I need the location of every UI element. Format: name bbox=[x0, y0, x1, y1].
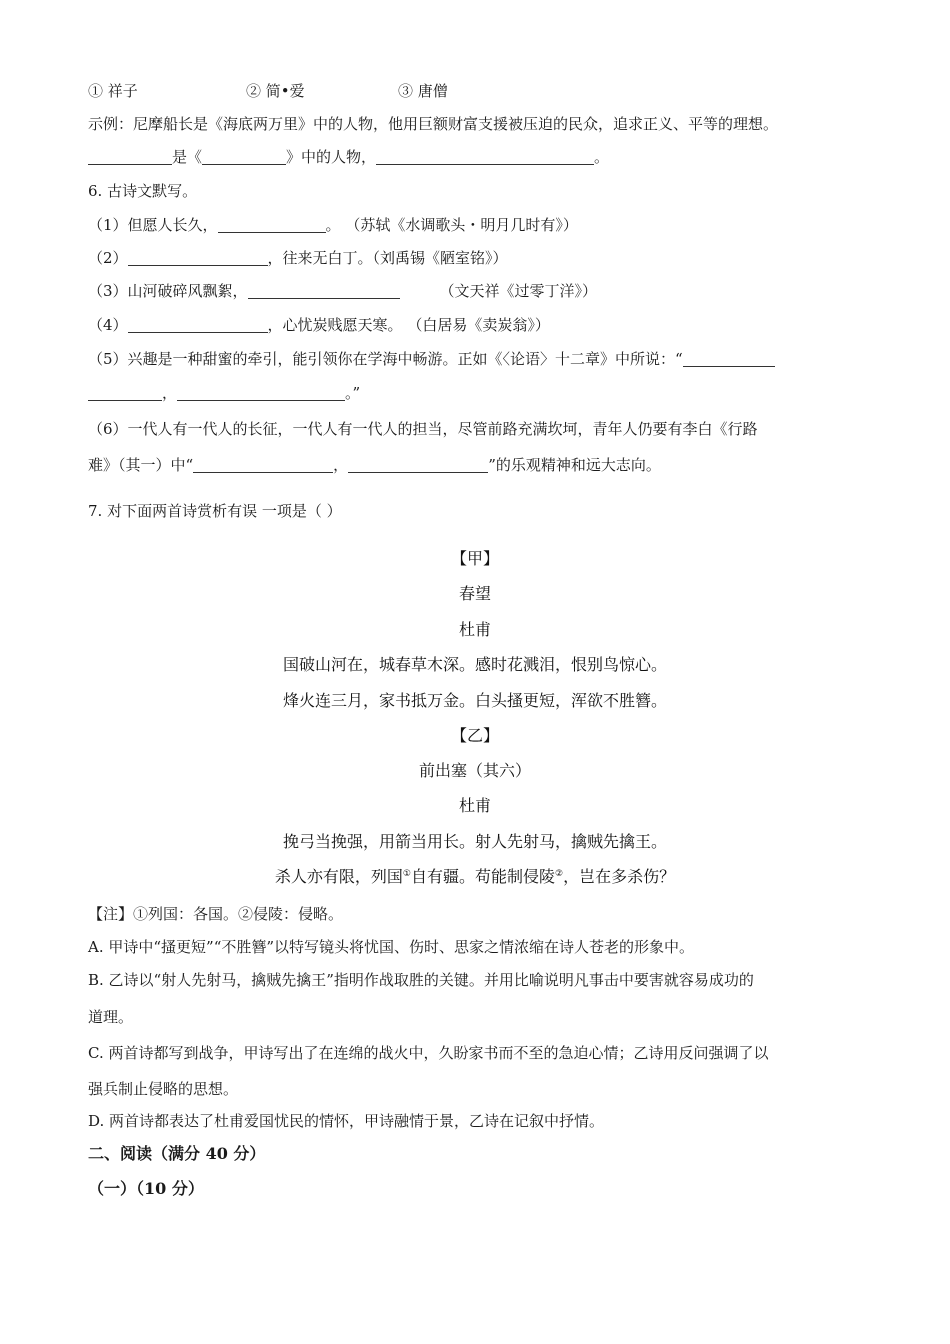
q6-item-6-cont bbox=[88, 454, 860, 476]
option-b-cont: 道理。 bbox=[88, 1008, 134, 1026]
option-b[interactable]: B. 乙诗以“射人先射马，擒贼先擒王”指明作战取胜的关键。并用比喻说明凡事击中要害就容易成功的 bbox=[88, 971, 754, 989]
option-3: ③ 唐僧 bbox=[398, 82, 448, 100]
q6-2-text: ，往来无白丁。（刘禹锡《陋室铭》） bbox=[267, 249, 508, 267]
q6-item-1 bbox=[88, 214, 860, 236]
option-c[interactable]: C. 两首诗都写到战争，甲诗写出了在连绵的战火中，久盼家书而不至的急迫心情；乙诗用反问强调了以 bbox=[88, 1044, 769, 1062]
character-options bbox=[88, 80, 860, 102]
blank[interactable] bbox=[376, 148, 594, 165]
option-1: ① 祥子 bbox=[88, 82, 138, 100]
option-d[interactable]: D. 两首诗都表达了杜甫爱国忧民的情怀，甲诗融情于景，乙诗在记叙中抒情。 bbox=[88, 1112, 605, 1130]
blank[interactable] bbox=[128, 316, 268, 333]
poem1-line-1: 国破山河在，城春草木深。感时花溅泪，恨别鸟惊心。 bbox=[282, 655, 667, 674]
example-text: 示例：尼摩船长是《海底两万里》中的人物，他用巨额财富支援被压迫的民众，追求正义、平等的理想。 bbox=[88, 115, 779, 133]
q7-title: 7. 对下面两首诗赏析有误 一项是（ ） bbox=[88, 502, 342, 520]
q6-1-source: 。 （苏轼《水调歌头・明月几时有》） bbox=[325, 216, 578, 234]
q6-6-comma: ， bbox=[333, 456, 349, 474]
fill-text-end: 。 bbox=[594, 148, 610, 166]
poem1-title: 春望 bbox=[458, 584, 491, 603]
poem2-line-2 bbox=[0, 866, 950, 888]
section-title: 二、阅读（满分 40 分） bbox=[88, 1144, 266, 1163]
poem2-line-2b: 自有疆。苟能制侵陵 bbox=[410, 867, 555, 886]
q6-item-2 bbox=[88, 247, 860, 269]
fill-text-a: 是《 bbox=[172, 148, 203, 166]
q6-6-end: ”的乐观精神和远大志向。 bbox=[488, 456, 661, 474]
blank[interactable] bbox=[128, 249, 268, 266]
blank[interactable] bbox=[88, 148, 172, 165]
q6-2-num: （2） bbox=[88, 249, 128, 267]
poem2-tag: 【乙】 bbox=[450, 726, 499, 745]
footnote-ref-2: ② bbox=[555, 869, 564, 879]
footnote-ref-1: ① bbox=[402, 869, 411, 879]
example-fill-line bbox=[88, 146, 860, 168]
q6-6-text: 难》（其一）中“ bbox=[88, 456, 194, 474]
option-a[interactable]: A. 甲诗中“搔更短”“不胜簪”以特写镜头将忧国、伤时、思家之情浓缩在诗人苍老的形象中。 bbox=[88, 938, 695, 956]
q6-5-end: 。” bbox=[345, 384, 361, 402]
poem2-line-2a: 杀人亦有限，列国 bbox=[274, 867, 403, 886]
q6-3-source: （文天祥《过零丁洋》） bbox=[439, 282, 598, 300]
blank[interactable] bbox=[88, 384, 162, 401]
poem1-tag: 【甲】 bbox=[450, 549, 499, 568]
poem2-author: 杜甫 bbox=[458, 796, 491, 815]
poem2-line-2c: ，岂在多杀伤？ bbox=[563, 867, 676, 886]
blank[interactable] bbox=[177, 384, 345, 401]
q6-1-text: （1）但愿人长久， bbox=[88, 216, 218, 234]
q6-5-comma: ， bbox=[162, 384, 178, 402]
poem1-line-2: 烽火连三月，家书抵万金。白头搔更短，浑欲不胜簪。 bbox=[282, 691, 667, 710]
q6-5-text: （5）兴趣是一种甜蜜的牵引，能引领你在学海中畅游。正如《〈论语〉十二章》中所说：“ bbox=[88, 350, 683, 368]
q6-item-4 bbox=[88, 314, 860, 336]
blank[interactable] bbox=[683, 350, 775, 367]
option-2: ② 简•爱 bbox=[246, 82, 305, 100]
q6-3-text: （3）山河破碎风飘絮， bbox=[88, 282, 248, 300]
poem1-author: 杜甫 bbox=[458, 620, 491, 639]
poem2-line-1: 挽弓当挽强，用箭当用长。射人先射马，擒贼先擒王。 bbox=[282, 832, 667, 851]
fill-text-b: 》中的人物， bbox=[286, 148, 377, 166]
q6-4-text: ，心忧炭贱愿天寒。 （白居易《卖炭翁》） bbox=[267, 316, 550, 334]
blank[interactable] bbox=[348, 456, 488, 473]
poem-note: 【注】①列国：各国。②侵陵：侵略。 bbox=[88, 905, 344, 923]
section-subtitle: （一）（10 分） bbox=[88, 1179, 204, 1198]
blank[interactable] bbox=[193, 456, 333, 473]
q6-item-5 bbox=[88, 348, 860, 370]
q6-4-num: （4） bbox=[88, 316, 128, 334]
q6-title: 6. 古诗文默写。 bbox=[88, 182, 198, 200]
blank[interactable] bbox=[218, 216, 326, 233]
q6-item-3 bbox=[88, 280, 860, 302]
q6-item-6: （6）一代人有一代人的长征，一代人有一代人的担当，尽管前路充满坎坷，青年人仍要有李白《行路 bbox=[88, 420, 758, 438]
blank[interactable] bbox=[248, 282, 400, 299]
option-c-cont: 强兵制止侵略的思想。 bbox=[88, 1080, 239, 1098]
poem2-title: 前出塞（其六） bbox=[418, 761, 531, 780]
q6-item-5-cont bbox=[88, 382, 860, 404]
blank[interactable] bbox=[202, 148, 286, 165]
